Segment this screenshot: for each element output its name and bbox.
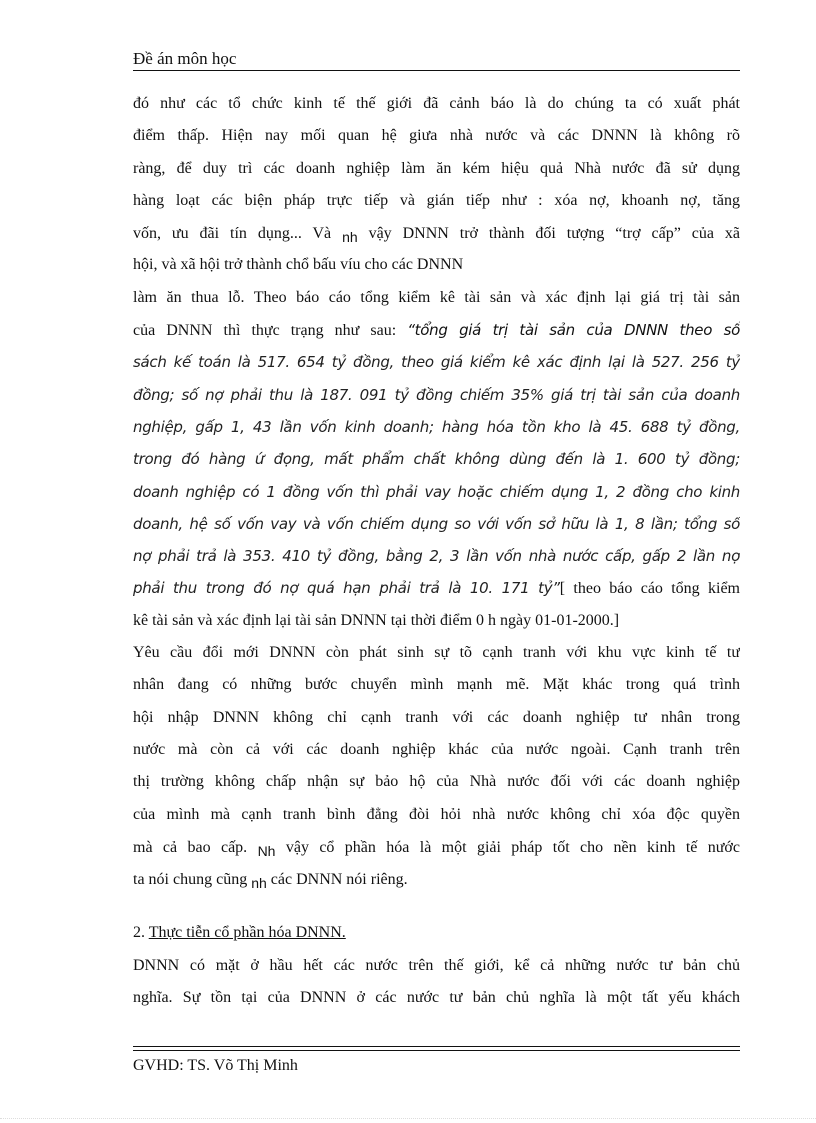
- nh-fragment: Nh: [257, 842, 276, 859]
- citation-start: [ theo báo cáo tổng kiểm: [559, 580, 740, 598]
- text-line: làm ăn thua lỗ. Theo báo cáo tổng kiểm kê tài sản và xác định lại giá trị tài sản: [133, 288, 740, 306]
- text-segment: vậy cổ phần hóa là một giải pháp tốt cho nền kinh tế nước: [275, 838, 740, 856]
- text-line: nghĩa. Sự tồn tại của DNNN ở các nước tư bản chủ nghĩa là một tất yếu khách: [133, 989, 740, 1007]
- header-title: Đề án môn học: [133, 49, 237, 68]
- quote-line: trong đó hàng ứ đọng, mất phẩm chất không dùng đến là 1. 600 tỷ đồng;: [133, 450, 740, 469]
- quote-line: đồng; số nợ phải thu là 187. 091 tỷ đồng chiếm 35% giá trị tài sản của doanh: [133, 385, 740, 404]
- quote-line: doanh nghiệp có 1 đồng vốn thì phải vay hoặc chiếm dụng 1, 2 đồng cho kinh: [133, 482, 740, 501]
- text-line: thị trường không chấp nhận sự bảo hộ của Nhà nước đối với các doanh nghiệp: [133, 773, 740, 791]
- text-line: [133, 863, 740, 895]
- text-line: hội, và xã hội trở thành chổ bấu víu cho các DNNN: [133, 256, 464, 274]
- text-line: điểm thấp. Hiện nay mối quan hệ giưa nhà nước và các DNNN là không rõ: [133, 127, 740, 145]
- text-line: DNNN có mặt ở hầu hết các nước trên thế giới, kể cả những nước tư bản chủ: [133, 956, 740, 974]
- text-line: nước mà còn cả với các doanh nghiệp khác của nước ngoài. Cạnh tranh trên: [133, 740, 740, 758]
- text-line: kê tài sản và xác định lại tài sản DNNN tại thời điểm 0 h ngày 01-01-2000.]: [133, 611, 620, 629]
- text-line: [133, 572, 740, 604]
- quote-line: nghiệp, gấp 1, 43 lần vốn kinh doanh; hàng hóa tồn kho là 45. 688 tỷ đồng,: [133, 417, 740, 436]
- footer-rule: [133, 1046, 740, 1047]
- header-rule: [133, 70, 740, 71]
- section-number: 2.: [133, 924, 149, 942]
- nh-fragment: nh: [342, 229, 358, 246]
- page-header: [133, 48, 740, 70]
- text-segment: ta nói chung cũng: [133, 871, 252, 889]
- page-edge: [0, 1118, 816, 1119]
- text-line: nhân đang có những bước chuyển mình mạnh mẽ. Mặt khác trong quá trình: [133, 676, 740, 694]
- text-line: ràng, để duy trì các doanh nghiệp làm ăn kém hiệu quả Nhà nước đã sử dụng: [133, 159, 740, 177]
- quote-line: doanh, hệ số vốn vay và vốn chiếm dụng so với vốn sở hữu là 1, 8 lần; tổng số: [133, 514, 740, 533]
- text-segment: vốn, ưu đãi tín dụng... Và: [133, 225, 343, 243]
- quote-start: “tổng giá trị tài sản của DNNN theo sổ: [407, 321, 740, 340]
- nh-fragment: nh: [251, 875, 267, 892]
- text-line: [133, 314, 740, 346]
- text-line: hàng loạt các biện pháp trực tiếp và gián tiếp như : xóa nợ, khoanh nợ, tăng: [133, 191, 740, 209]
- text-segment: các DNNN nói riêng.: [266, 871, 408, 889]
- quote-end: phải thu trong đó nợ quá hạn phải trả là 10. 171 tỷ”: [133, 579, 560, 598]
- text-segment: vậy DNNN trở thành đối tượng “trợ cấp” của xã: [357, 225, 740, 243]
- footer-rule: [133, 1050, 740, 1051]
- section-title: Thực tiễn cổ phần hóa DNNN.: [148, 924, 346, 942]
- text-line: hội nhập DNNN không chỉ cạnh tranh với các doanh nghiệp tư nhân trong: [133, 708, 740, 726]
- text-line: [133, 217, 740, 249]
- text-line: Yêu cầu đổi mới DNNN còn phát sinh sự tõ cạnh tranh với khu vực kinh tế tư: [133, 644, 740, 662]
- document-body: [133, 88, 740, 1014]
- quote-line: sách kế toán là 517. 654 tỷ đồng, theo giá kiểm kê xác định lại là 527. 256 tỷ: [133, 353, 740, 372]
- text-line: đó như các tổ chức kinh tế thế giới đã cảnh báo là do chúng ta có xuất phát: [133, 95, 740, 112]
- footer-text: GVHD: TS. Võ Thị Minh: [133, 1057, 298, 1074]
- paragraph-spacer: [133, 895, 740, 917]
- section-heading: [133, 917, 740, 949]
- text-segment: mà cả bao cấp.: [133, 838, 258, 856]
- text-line: [133, 831, 740, 863]
- text-segment: của DNNN thì thực trạng như sau:: [133, 322, 408, 340]
- quote-line: nợ phải trả là 353. 410 tỷ đồng, bằng 2, 3 lần vốn nhà nước cấp, gấp 2 lần nợ: [133, 547, 740, 566]
- text-line: của mình mà cạnh tranh bình đẳng đòi hỏi nhà nước không chỉ xóa độc quyền: [133, 805, 740, 823]
